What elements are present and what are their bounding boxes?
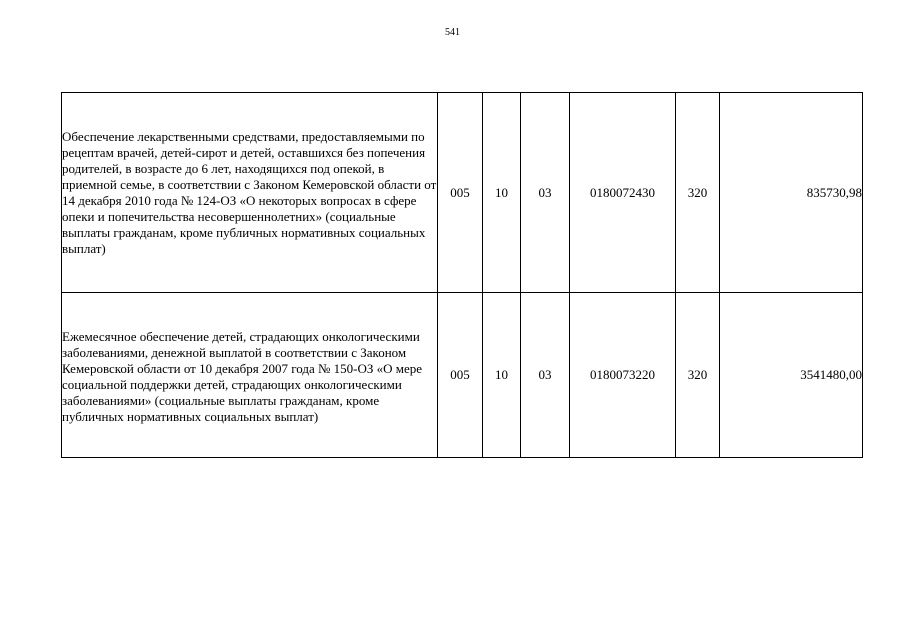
page-number: 541 — [445, 27, 460, 38]
target-article-cell: 0180072430 — [570, 93, 676, 293]
table-row — [62, 93, 863, 293]
subsection-code-cell: 03 — [521, 293, 570, 458]
ministry-code-cell: 005 — [438, 93, 483, 293]
section-code-cell: 10 — [483, 93, 521, 293]
row-description: Ежемесячное обеспечение детей, страдающих онкологическими заболеваниями, денежной выплатой в соответствии с Законом Кемеровской области от 10 декабря 2007 года № 150-ОЗ «О мере социальной поддержки детей, страдающих онкологическими заболеваниями» (социальные выплаты гражданам, кроме публичных нормативных социальных выплат) — [62, 328, 423, 424]
row-description: Обеспечение лекарственными средствами, предоставляемыми по рецептам врачей, детей-сирот и детей, оставшихся без попечения родителей, в возрасте до 6 лет, находящихся под опекой, в приемной семье, в соответствии с Законом Кемеровской области от 14 декабря 2010 года № 124-ОЗ «О некоторых вопросах в сфере опеки и попечительства несовершеннолетних» (социальные выплаты гражданам, кроме публичных нормативных социальных выплат) — [62, 128, 437, 256]
target-article-cell: 0180073220 — [570, 293, 676, 458]
table-row — [62, 293, 863, 458]
section-code-cell: 10 — [483, 293, 521, 458]
amount-cell: 3541480,00 — [720, 293, 863, 458]
amount-cell: 835730,98 — [720, 93, 863, 293]
budget-table — [61, 92, 863, 458]
ministry-code-cell: 005 — [438, 293, 483, 458]
row-description-cell — [62, 93, 438, 293]
subsection-code-cell: 03 — [521, 93, 570, 293]
expense-type-cell: 320 — [676, 293, 720, 458]
row-description-cell — [62, 293, 438, 458]
expense-type-cell: 320 — [676, 93, 720, 293]
